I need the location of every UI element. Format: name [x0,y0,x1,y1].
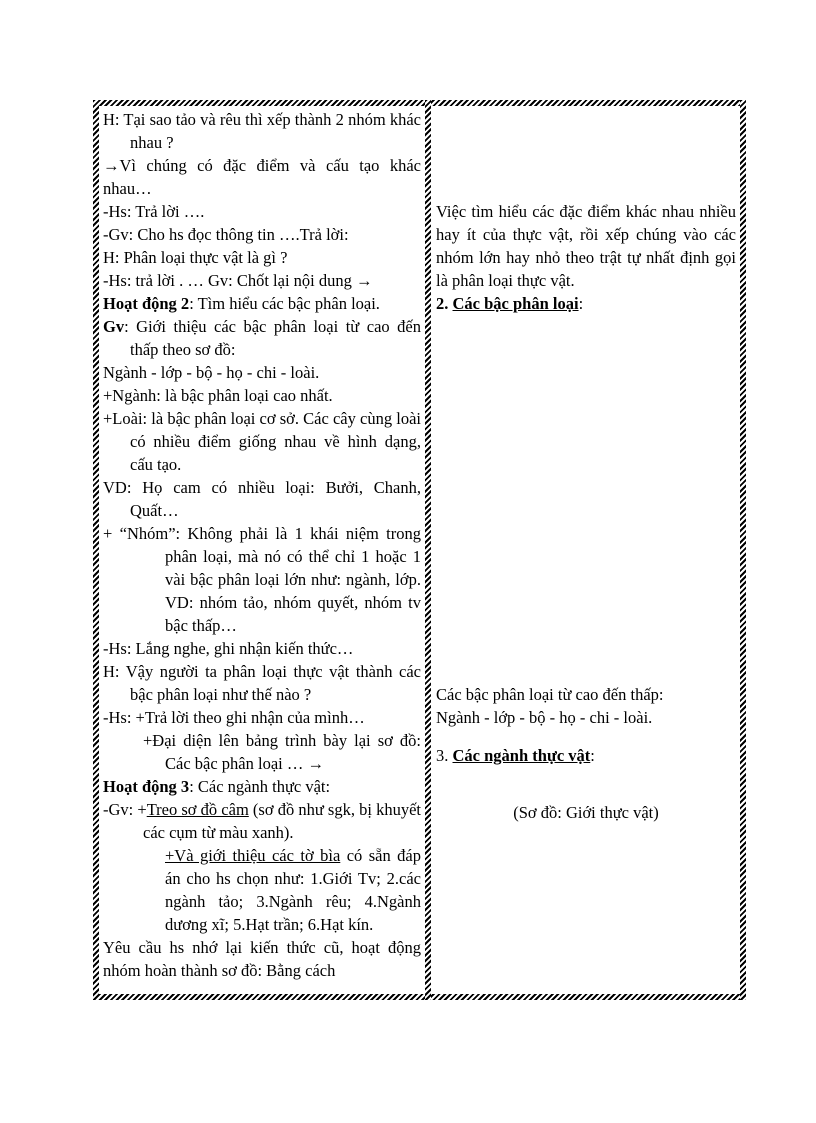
section-3-title: Các ngành thực vật [452,746,591,765]
answer-1: →Vì chúng có đặc điểm và cấu tạo khác nhau… [103,156,421,198]
group-note: + “Nhóm”: Không phải là 1 khái niệm trong phân loại, mà nó có thể chỉ 1 hoặc 1 vài bậc phân loại lớn như: ngành, lớp. VD: nhóm tảo, nhóm quyết, nhóm tv bậc thấp… [103,524,421,635]
card-intro-text: có sẵn đáp án cho hs chọn như: 1.Giới Tv; 2.các ngành tảo; 3.Ngành rêu; 4.Ngành dương xĩ; 5.Hạt trần; 6.Hạt kín. [165,846,421,934]
activity-2-heading [103,292,421,315]
group-task: Yêu cầu hs nhớ lại kiến thức cũ, hoạt động nhóm hoàn thành sơ đồ: Bằng cách [103,938,421,980]
activity-3-label: Hoạt động 3 [103,777,190,796]
species-definition: +Loài: là bậc phân loại cơ sở. Các cây cùng loài có nhiều điểm giống nhau về hình dạng, cấu tạo. [103,409,421,474]
example-citrus: VD: Họ cam có nhiều loại: Bưởi, Chanh, Quất… [103,478,421,520]
section-2-colon: : [578,294,584,313]
blank-diagram-note: (sơ đồ như sgk, bị khuyết các cụm từ màu xanh). [143,800,421,842]
border-left [93,100,99,1000]
activity-2-label: Hoạt động 2 [103,294,190,313]
teacher-diagram [103,798,421,844]
question-1: H: Tại sao tảo và rêu thì xếp thành 2 nhóm khác nhau ? [103,110,421,152]
question-3: H: Vậy người ta phân loại thực vật thành các bậc phân loại như thế nào ? [103,662,421,704]
blank-diagram-label: Treo sơ đồ câm [146,800,249,819]
section-2-title: Các bậc phân loại [452,294,579,313]
student-listen: -Hs: Lắng nghe, ghi nhận kiến thức… [103,639,354,658]
card-intro-label: +Và giới thiệu các tờ bìa [165,846,341,865]
border-bottom [93,994,746,1000]
border-right [740,100,746,1000]
student-reply: -Hs: +Trả lời theo ghi nhận của mình… [103,708,365,727]
ranks-sequence: Ngành - lớp - bộ - họ - chi - loài. [436,708,653,727]
right-column [436,108,736,824]
left-column [103,108,421,982]
question-2: H: Phân loại thực vật là gì ? [103,248,288,267]
column-divider [425,100,431,1000]
ranks-summary: Các bậc phân loại từ cao đến thấp: [436,685,664,704]
teacher-prefix: -Gv: + [103,800,147,819]
card-intro [103,844,421,936]
teacher-intro-text: : Giới thiệu các bậc phân loại từ cao đến thấp theo sơ đồ: [124,317,421,359]
activity-3-heading [103,775,421,798]
section-2-heading [436,292,736,315]
section-3-heading [436,744,736,767]
border-top [93,100,746,106]
student-answer: -Hs: Trả lời …. [103,202,205,221]
teacher-instruction: -Gv: Cho hs đọc thông tin ….Trả lời: [103,225,349,244]
phylum-definition: +Ngành: là bậc phân loại cao nhất. [103,386,333,405]
table-frame [93,100,746,1000]
classification-definition: Việc tìm hiểu các đặc điểm khác nhau nhiều hay ít của thực vật, rồi xếp chúng vào các nhóm lớn hay nhỏ theo trật tự nhất định gọi là phân loại thực vật. [436,202,736,290]
teacher-intro [103,315,421,361]
diagram-caption: (Sơ đồ: Giới thực vật) [513,803,659,822]
section-3-number: 3. [436,746,453,765]
teacher-label: Gv [103,317,125,336]
section-3-colon: : [590,746,595,765]
student-present: +Đại diện lên bảng trình bày lại sơ đồ: Các bậc phân loại … → [143,731,421,773]
activity-2-title: : Tìm hiểu các bậc phân loại. [189,294,380,313]
section-2-number: 2. [436,294,453,313]
student-teacher-summary: -Hs: trả lời . … Gv: Chốt lại nội dung → [103,271,373,290]
rank-sequence: Ngành - lớp - bộ - họ - chi - loài. [103,363,320,382]
activity-3-title: : Các ngành thực vật: [189,777,331,796]
